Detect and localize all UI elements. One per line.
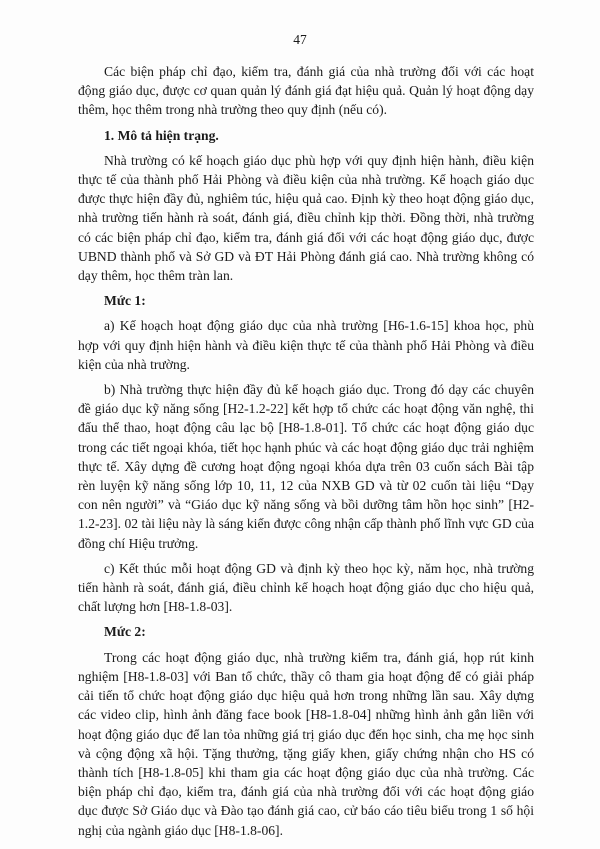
level2-paragraph: Trong các hoạt động giáo dục, nhà trường kiểm tra, đánh giá, họp rút kinh nghiệm [H8-1.8-03] với Ban tổ chức, thầy cô tham gia hoạt động để có giải pháp cải tiến tổ chức hoạt động giáo dục hiệu quả hơn trong những lần sau. Xây dựng các video clip, hình ảnh đăng face book [H8-1.8-04] những hình ảnh gắn liền với hoạt động giáo dục để lan tỏa những giá trị giáo dục đến học sinh, cha mẹ học sinh và cộng động xã hội. Tặng thưởng, tặng giấy khen, giấy chứng nhận cho HS có thành tích [H8-1.8-05] khi tham gia các hoạt động giáo dục của nhà trường. Các biện pháp chỉ đạo, kiểm tra, đánh giá của nhà trường đối với các hoạt động giáo dục được Sở Giáo dục và Đào tạo đánh giá cao, cử báo cáo tiêu biểu trong 1 số hội nghị của ngành giáo dục [H8-1.8-06]. bbox=[78, 649, 534, 838]
section-heading: 1. Mô tả hiện trạng. bbox=[104, 127, 219, 143]
section-paragraph: Nhà trường có kế hoạch giáo dục phù hợp với quy định hiện hành, điều kiện thực tế của thành phố Hải Phòng và điều kiện của nhà trường. Kế hoạch giáo dục được thực hiện đầy đủ, nghiêm túc, hiệu quả cao. Định kỳ theo hoạt động giáo dục, nhà trường tiến hành rà soát, đánh giá, điều chỉnh kịp thời. Đồng thời, nhà trường có các biện pháp chỉ đạo, kiểm tra, đánh giá đối với các hoạt động giáo dục, được UBND thành phố và Sở GD và ĐT Hải Phòng đánh giá cao. Nhà trường không có dạy thêm, học thêm tràn lan. bbox=[78, 152, 534, 284]
level1-paragraph-a: a) Kế hoạch hoạt động giáo dục của nhà trường [H6-1.6-15] khoa học, phù hợp với quy định hiện hành và điều kiện thực tế của thành phố Hải Phòng và điều kiện của nhà trường. bbox=[78, 318, 534, 372]
document-body bbox=[78, 62, 534, 846]
level1-paragraph-b: b) Nhà trường thực hiện đầy đủ kế hoạch giáo dục. Trong đó dạy các chuyên đề giáo dục kỹ năng sống [H2-1.2-22] kết hợp tổ chức các hoạt động văn nghệ, thi đấu thể thao, hoạt động câu lạc bộ [H8-1.8-01]. Tổ chức các hoạt động giáo dục trong các tiết ngoại khóa, tiết học hạnh phúc và các hoạt động giáo dục trải nghiệm thực tế. Xây dựng đề cương hoạt động ngoại khóa dựa trên 03 cuốn sách Bài tập rèn luyện kỹ năng sống lớp 10, 11, 12 của NXB GD và từ 02 cuốn tài liệu “Dạy con nên người” và “Giáo dục kỹ năng sống và bồi dưỡng tâm hồn học sinh” [H2-1.2-23]. 02 tài liệu này là sáng kiến được công nhận cấp thành phố lĩnh vực GD của đồng chí Hiệu trưởng. bbox=[78, 382, 534, 551]
level1-heading: Mức 1: bbox=[104, 293, 146, 309]
level2-heading: Mức 2: bbox=[104, 624, 146, 640]
level1-paragraph-c: c) Kết thúc mỗi hoạt động GD và định kỳ theo học kỳ, năm học, nhà trường tiến hành rà soát, đánh giá, điều chỉnh kế hoạch hoạt động giáo dục cho hiệu quả, chất lượng hơn [H8-1.8-03]. bbox=[78, 560, 534, 615]
page-number: 47 bbox=[293, 32, 307, 47]
intro-paragraph: Các biện pháp chỉ đạo, kiểm tra, đánh giá của nhà trường đối với các hoạt động giáo dục, được cơ quan quản lý đánh giá đạt hiệu quả. Quản lý hoạt động dạy thêm, học thêm trong nhà trường theo quy định (nếu có). bbox=[78, 64, 534, 118]
